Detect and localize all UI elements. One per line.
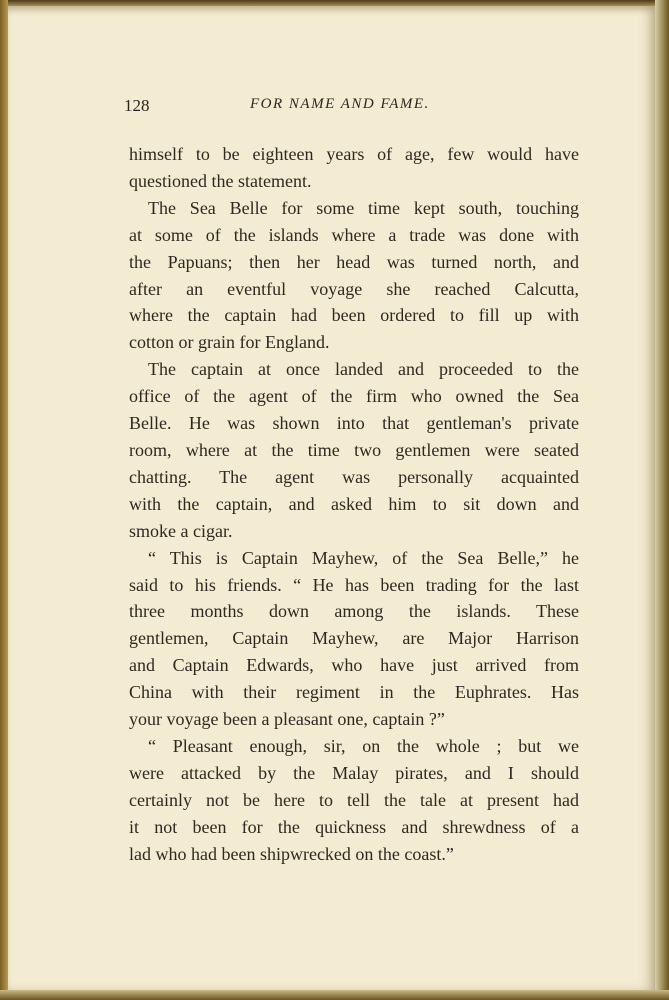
text-line: and Captain Edwards, who have just arrived from bbox=[129, 655, 579, 676]
text-line: with the captain, and asked him to sit down and bbox=[129, 493, 579, 514]
text-line: “ Pleasant enough, sir, on the whole ; but we bbox=[148, 735, 579, 756]
text-line: room, where at the time two gentlemen were seated bbox=[129, 439, 579, 460]
page-bottom-edge bbox=[0, 990, 669, 1000]
text-line: the Papuans; then her head was turned north, and bbox=[129, 251, 579, 272]
text-line: three months down among the islands. These bbox=[129, 601, 579, 622]
text-line: gentlemen, Captain Mayhew, are Major Harrison bbox=[129, 628, 579, 649]
text-line: certainly not be here to tell the tale at present had bbox=[129, 789, 579, 810]
text-line: The Sea Belle for some time kept south, touching bbox=[148, 197, 579, 218]
page-number: 128 bbox=[124, 96, 150, 115]
running-head bbox=[0, 96, 669, 120]
text-line: chatting. The agent was personally acquainted bbox=[129, 466, 579, 487]
text-line: China with their regiment in the Euphrates. Has bbox=[129, 682, 579, 703]
text-line: it not been for the quickness and shrewdness of a bbox=[129, 816, 579, 837]
text-line: Belle. He was shown into that gentleman's private bbox=[129, 413, 579, 434]
text-line: questioned the statement. bbox=[129, 170, 312, 191]
text-line: were attacked by the Malay pirates, and I should bbox=[129, 762, 579, 783]
text-line: smoke a cigar. bbox=[129, 520, 233, 541]
running-title: FOR NAME AND FAME. bbox=[250, 96, 430, 112]
text-line: said to his friends. “ He has been trading for the last bbox=[129, 574, 579, 595]
body-text bbox=[129, 141, 579, 867]
text-line: after an eventful voyage she reached Calcutta, bbox=[129, 278, 579, 299]
text-line: himself to be eighteen years of age, few would have bbox=[129, 144, 579, 164]
text-line: at some of the islands where a trade was done with bbox=[129, 224, 579, 245]
text-line: office of the agent of the firm who owned the Sea bbox=[129, 386, 579, 407]
page-right-edge bbox=[655, 0, 669, 1000]
text-line: lad who had been shipwrecked on the coast.” bbox=[129, 843, 454, 864]
text-line: The captain at once landed and proceeded to the bbox=[148, 359, 579, 380]
text-line: “ This is Captain Mayhew, of the Sea Belle,” he bbox=[148, 547, 579, 568]
text-line: cotton or grain for England. bbox=[129, 332, 330, 353]
page-left-edge bbox=[0, 0, 8, 1000]
text-line: your voyage been a pleasant one, captain ?” bbox=[129, 709, 445, 730]
text-line: where the captain had been ordered to fill up with bbox=[129, 305, 579, 326]
